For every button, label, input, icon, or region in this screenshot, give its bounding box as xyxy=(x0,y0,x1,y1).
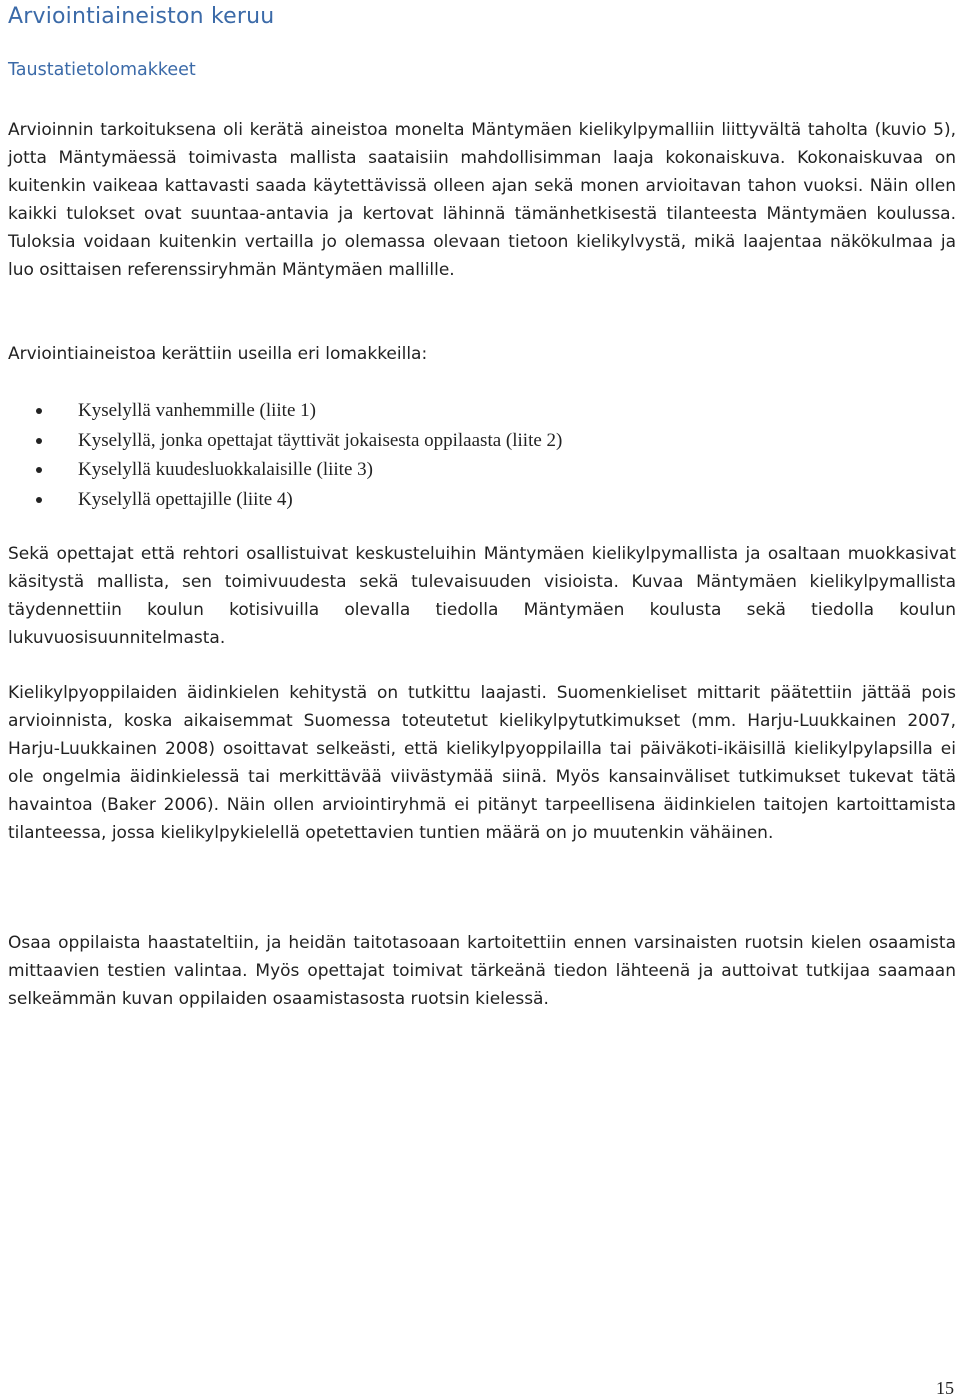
bullet-icon xyxy=(36,467,42,473)
list-item-text: Kyselyllä opettajille (liite 4) xyxy=(78,488,293,510)
bullet-icon xyxy=(36,497,42,503)
bullet-icon xyxy=(36,438,42,444)
page-number: 15 xyxy=(936,1378,954,1398)
list-item xyxy=(8,455,562,485)
background-paragraph: Kielikylpyoppilaiden äidinkielen kehitystä on tutkittu laajasti. Suomenkieliset mittarit päätettiin jättää pois arvioinnista, koska aikaisemmat Suomessa toteutetut kielikylpytutkimukset (mm. Harju-Luukkainen 2007, Harju-Luukkainen 2008) osoittavat selkeästi, että kielikylpyoppilailla tai päiväkoti-ikäisillä kielikylpylapsilla ei ole ongelmia äidinkielessä tai merkittävää viivästymää siinä. Myös kansainväliset tutkimukset tukevat tätä havaintoa (Baker 2006). Näin ollen arviointiryhmä ei pitänyt tarpeellisena äidinkielen taitojen kartoittamista tilanteessa, jossa kielikylpykielellä opetettavien tuntien määrä on jo muutenkin vähäinen. xyxy=(8,683,956,843)
list-item-text: Kyselyllä vanhemmille (liite 1) xyxy=(78,400,316,421)
intro-paragraph: Arvioinnin tarkoituksena oli kerätä aineistoa monelta Mäntymäen kielikylpymalliin liittyvältä taholta (kuvio 5), jotta Mäntymäessä toimivasta mallista saataisiin mahdollisimman laaja kokonaiskuva. Kokonaiskuvaa on kuitenkin vaikeaa kattavasti saada käytettävissä olleen ajan sekä monen arvioitavan tahon vuoksi. Näin ollen kaikki tulokset ovat suuntaa-antavia ja kertovat lähinnä tämänhetkisestä tilanteesta Mäntymäen koulussa. Tuloksia voidaan kuitenkin vertailla jo olemassa olevaan tietoon kielikylvystä, mikä laajentaa näkökulmaa ja luo osittaisen referenssiryhmän Mäntymäen mallille. xyxy=(8,120,956,280)
participants-paragraph: Sekä opettajat että rehtori osallistuivat keskusteluihin Mäntymäen kielikylpymallista ja osaltaan muokkasivat käsitystä mallista, sen toimivuudesta sekä tulevaisuuden visioista. Kuvaa Mäntymäen kielikylpymallista täydennettiin koulun kotisivuilla olevalla tiedolla Mäntymäen koulusta sekä tiedolla koulun lukuvuosisuunnitelmasta. xyxy=(8,544,956,648)
list-item xyxy=(8,396,562,426)
section-subtitle: Taustatietolomakkeet xyxy=(8,60,196,80)
interviews-paragraph: Osaa oppilaista haastateltiin, ja heidän taitotasoaan kartoitettiin ennen varsinaisten ruotsin kielen osaamista mittaavien testien valintaa. Myös opettajat toimivat tärkeänä tiedon lähteenä ja auttoivat tutkijaa saamaan selkeämmän kuvan oppilaiden osaamistasosta ruotsin kielessä. xyxy=(8,933,956,1009)
list-item-text: Kyselyllä kuudesluokkalaisille (liite 3) xyxy=(78,459,373,480)
list-item xyxy=(8,426,562,456)
list-item xyxy=(8,485,562,515)
survey-list xyxy=(8,396,562,514)
list-item-text: Kyselyllä, jonka opettajat täyttivät jokaisesta oppilaasta (liite 2) xyxy=(78,429,563,451)
bullet-icon xyxy=(36,408,42,414)
list-intro-paragraph: Arviointiaineistoa kerättiin useilla eri lomakkeilla: xyxy=(8,344,428,364)
section-title: Arviointiaineiston keruu xyxy=(8,4,275,29)
